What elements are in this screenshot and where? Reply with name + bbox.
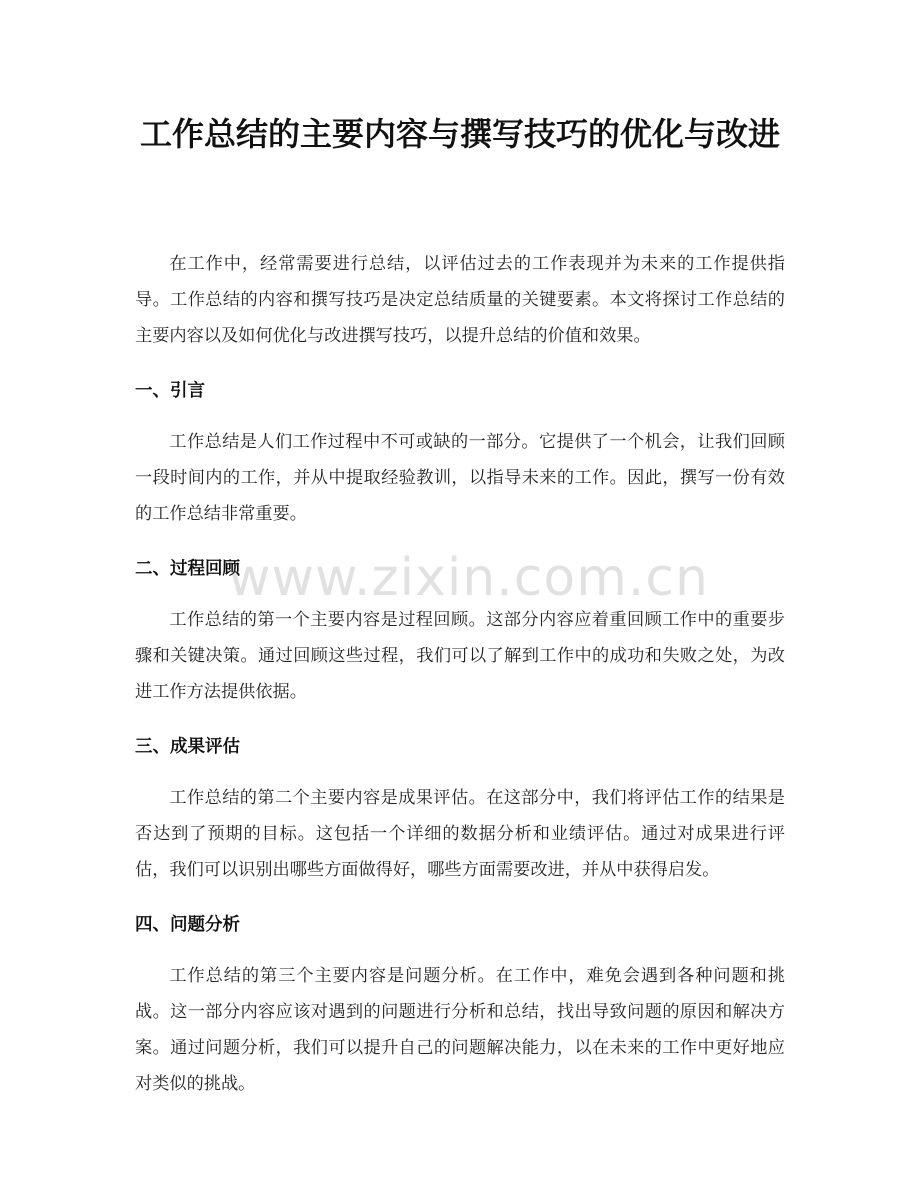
section-heading-problem-analysis: 四、问题分析 [135, 915, 240, 935]
document-body [135, 246, 785, 1102]
section-heading-introduction: 一、引言 [135, 381, 205, 401]
section-body-results-evaluation: 工作总结的第二个主要内容是成果评估。在这部分中，我们将评估工作的结果是否达到了预期的目标。这包括一个详细的数据分析和业绩评估。通过对成果进行评估，我们可以识别出哪些方面做得好，哪些方面需要改进，并从中获得启发。 [135, 788, 785, 880]
section-body-problem-analysis: 工作总结的第三个主要内容是问题分析。在工作中，难免会遇到各种问题和挑战。这一部分内容应该对遇到的问题进行分析和总结，找出导致问题的原因和解决方案。通过问题分析，我们可以提升自己的问题解决能力，以在未来的工作中更好地应对类似的挑战。 [135, 966, 785, 1094]
intro-paragraph: 在工作中，经常需要进行总结，以评估过去的工作表现并为未来的工作提供指导。工作总结的内容和撰写技巧是决定总结质量的关键要素。本文将探讨工作总结的主要内容以及如何优化与改进撰写技巧，以提升总结的价值和效果。 [135, 254, 785, 346]
document-title: 工作总结的主要内容与撰写技巧的优化与改进 [139, 115, 780, 153]
section-heading-results-evaluation: 三、成果评估 [135, 737, 240, 757]
site-watermark: www.zixin.com.cn [228, 548, 709, 608]
section-heading-process-review: 二、过程回顾 [135, 559, 240, 579]
section-body-process-review: 工作总结的第一个主要内容是过程回顾。这部分内容应着重回顾工作中的重要步骤和关键决策。通过回顾这些过程，我们可以了解到工作中的成功和失败之处，为改进工作方法提供依据。 [135, 610, 785, 702]
section-body-introduction: 工作总结是人们工作过程中不可或缺的一部分。它提供了一个机会，让我们回顾一段时间内的工作，并从中提取经验教训，以指导未来的工作。因此，撰写一份有效的工作总结非常重要。 [135, 432, 785, 524]
